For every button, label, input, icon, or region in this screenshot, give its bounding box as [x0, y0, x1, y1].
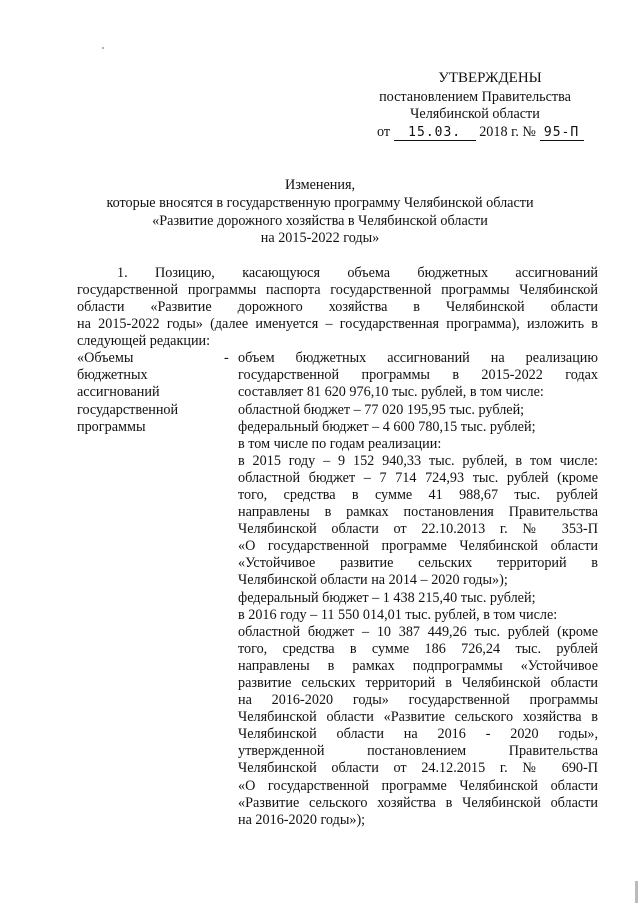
date-value: 15.03.: [394, 125, 476, 141]
right-column-line: утвержденной постановлением Правительства: [238, 743, 598, 759]
right-column-line: Челябинской области от 24.12.2015 г. № 690-П: [238, 760, 598, 776]
right-column-line: того, средства в сумме 186 726,24 тыс. рублей: [238, 641, 598, 657]
year-text: 2018 г. №: [479, 124, 536, 140]
right-column-line: того, средства в сумме 41 988,67 тыс. рублей: [238, 487, 598, 503]
scan-speck: [102, 47, 104, 49]
right-column-line: на 2016-2020 годы» государственной программы: [238, 692, 598, 708]
date-prefix: от: [377, 124, 391, 140]
right-column-line: в том числе по годам реализации:: [238, 436, 442, 452]
right-column-line: развитие сельских территорий в Челябинской области: [238, 675, 598, 691]
right-column-line: в 2015 году – 9 152 940,33 тыс. рублей, в том числе:: [238, 453, 598, 469]
approval-title: УТВЕРЖДЕНЫ: [438, 70, 542, 86]
table-dash: -: [224, 350, 229, 366]
right-column-line: областной бюджет – 77 020 195,95 тыс. рублей;: [238, 402, 525, 418]
right-column-line: Челябинской области «Развитие сельского хозяйства в: [238, 709, 598, 725]
left-column-line: бюджетных: [77, 367, 148, 383]
heading-line-3: «Развитие дорожного хозяйства в Челябинской области: [152, 213, 488, 229]
right-column-line: «О государственной программе Челябинской области: [238, 538, 598, 554]
left-column-line: программы: [77, 419, 146, 435]
right-column-line: областной бюджет – 7 714 724,93 тыс. рублей (кроме: [238, 470, 598, 486]
heading-line-1: Изменения,: [284, 177, 356, 193]
right-column-line: «О государственной программе Челябинской области: [238, 778, 598, 794]
right-column-line: в 2016 году – 11 550 014,01 тыс. рублей, в том числе:: [238, 607, 558, 623]
left-column-line: ассигнований: [77, 384, 160, 400]
right-column-line: «Устойчивое развитие сельских территорий в: [238, 555, 598, 571]
right-column-line: направлены в рамках постановления Правительства: [238, 504, 598, 520]
right-column-line: на 2016-2020 годы»);: [238, 812, 366, 828]
right-column-line: Челябинской области на 2014 – 2020 годы»);: [238, 572, 508, 588]
left-column-line: государственной: [77, 402, 179, 418]
paragraph-line: на 2015-2022 годы» (далее именуется – государственная программа), изложить в: [77, 316, 598, 332]
right-column-line: областной бюджет – 10 387 449,26 тыс. рублей (кроме: [238, 624, 598, 640]
right-column-line: объем бюджетных ассигнований на реализацию: [238, 350, 598, 366]
right-column-line: направлены в рамках подпрограммы «Устойчивое: [238, 658, 598, 674]
right-column-line: Челябинской области от 22.10.2013 г. № 353-П: [238, 521, 598, 537]
paragraph-line: 1. Позицию, касающуюся объема бюджетных ассигнований: [117, 265, 598, 281]
left-column-line: «Объемы: [77, 350, 134, 366]
approval-line-2: Челябинской области: [410, 106, 540, 122]
right-column-line: «Развитие сельского хозяйства в Челябинской области: [238, 795, 598, 811]
approval-date-line: [377, 124, 584, 141]
paragraph-line: следующей редакции:: [77, 333, 211, 349]
scan-edge-mark: [635, 881, 638, 903]
paragraph-line: области «Развитие дорожного хозяйства в Челябинской области: [77, 299, 598, 315]
right-column-line: составляет 81 620 976,10 тыс. рублей, в том числе:: [238, 384, 544, 400]
approval-line-1: постановлением Правительства: [379, 89, 571, 105]
right-column-line: федеральный бюджет – 4 600 780,15 тыс. рублей;: [238, 419, 536, 435]
heading-line-4: на 2015-2022 годы»: [260, 230, 380, 246]
heading-line-2: которые вносятся в государственную программу Челябинской области: [106, 195, 534, 211]
right-column-line: федеральный бюджет – 1 438 215,40 тыс. рублей;: [238, 590, 536, 606]
right-column-line: Челябинской области на 2016 - 2020 годы»,: [238, 726, 598, 742]
right-column-line: государственной программы в 2015-2022 годах: [238, 367, 598, 383]
paragraph-line: государственной программы паспорта государственной программы Челябинской: [77, 282, 598, 298]
document-number: 95-П: [540, 125, 584, 141]
